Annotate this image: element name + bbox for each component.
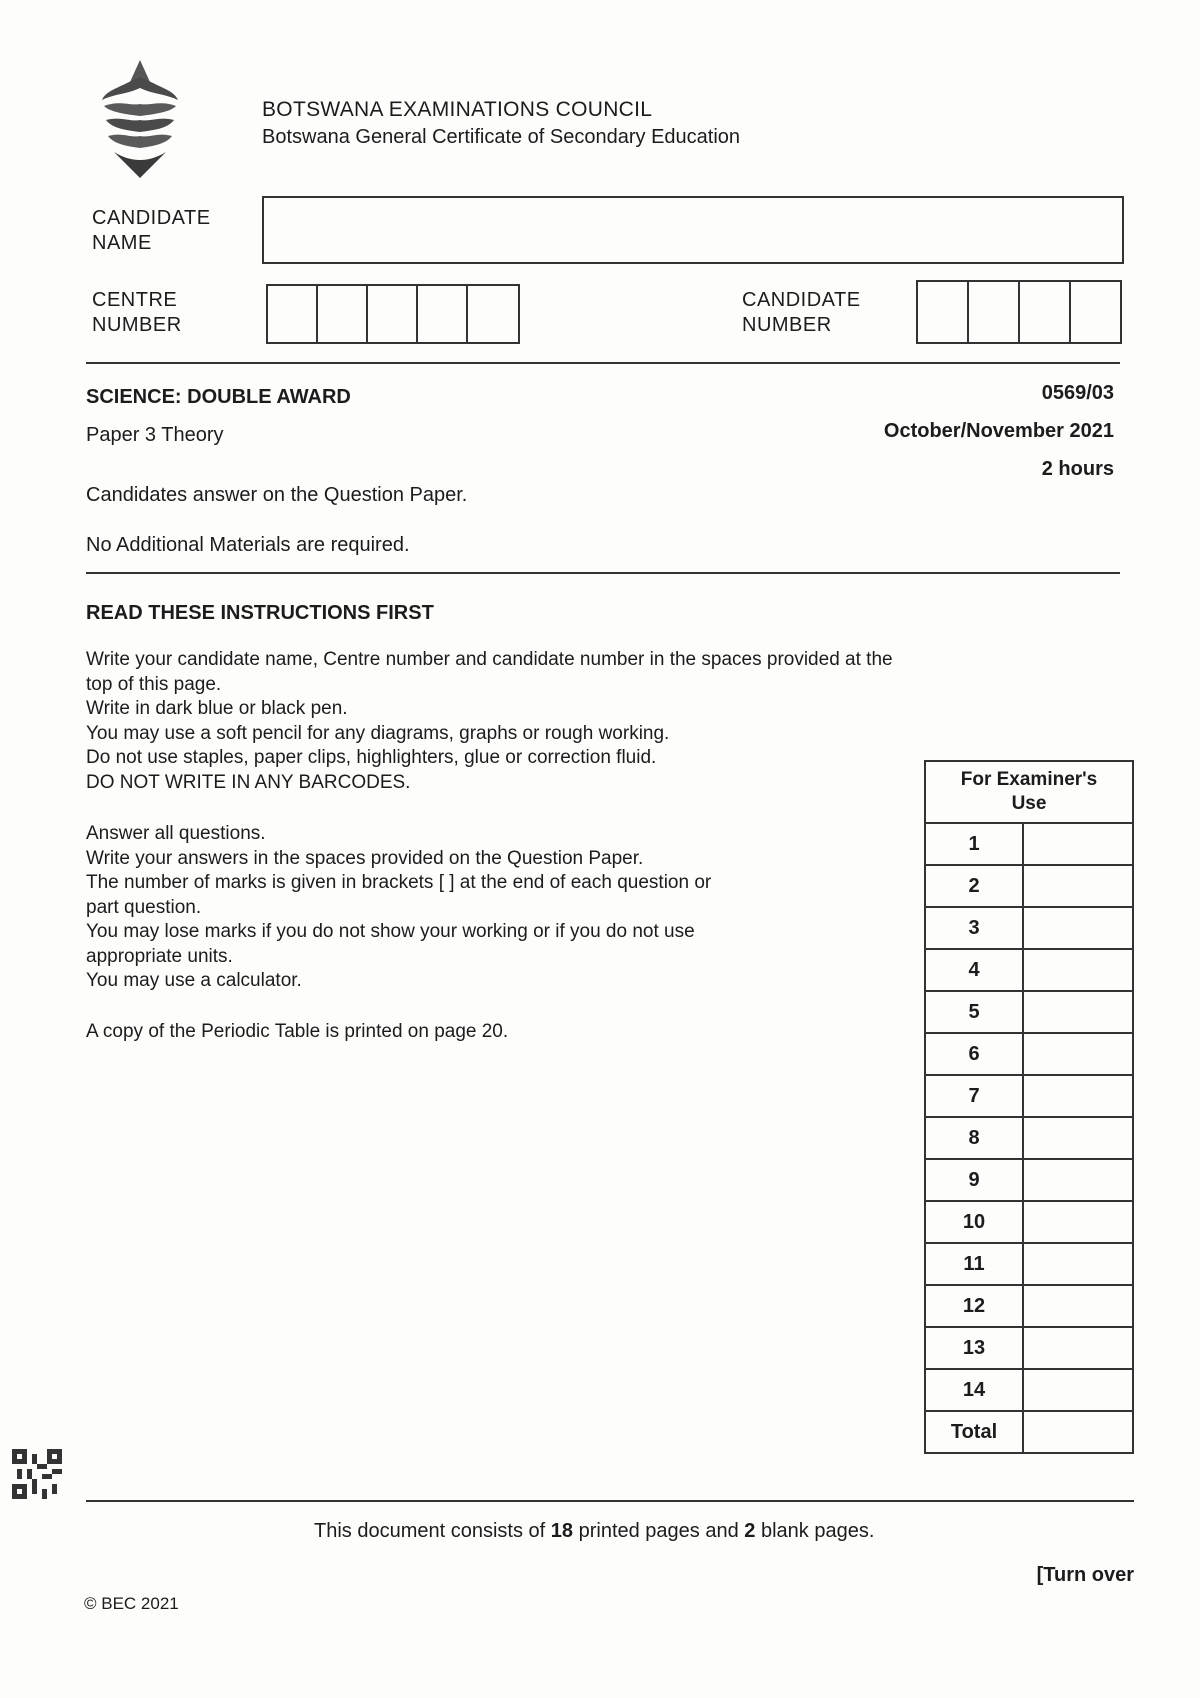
examiner-row xyxy=(925,1243,1133,1285)
instructions-heading: READ THESE INSTRUCTIONS FIRST xyxy=(86,602,434,624)
candidate-number-label-line2: NUMBER xyxy=(742,314,832,336)
bec-logo xyxy=(100,60,180,180)
question-number: 7 xyxy=(925,1075,1023,1117)
examiner-row xyxy=(925,991,1133,1033)
question-mark-cell[interactable] xyxy=(1023,1285,1133,1327)
materials-note: No Additional Materials are required. xyxy=(86,534,410,556)
question-mark-cell[interactable] xyxy=(1023,907,1133,949)
question-mark-cell[interactable] xyxy=(1023,1327,1133,1369)
centre-number-box[interactable] xyxy=(418,286,468,342)
examiner-row xyxy=(925,1327,1133,1369)
examiner-row xyxy=(925,1117,1133,1159)
candidate-name-label xyxy=(92,206,211,256)
question-number: 8 xyxy=(925,1117,1023,1159)
question-mark-cell[interactable] xyxy=(1023,865,1133,907)
centre-number-label-line2: NUMBER xyxy=(92,314,182,336)
divider xyxy=(86,572,1120,574)
instruction-line: appropriate units. xyxy=(86,945,233,967)
centre-number-boxes[interactable] xyxy=(266,284,520,344)
examiner-row xyxy=(925,823,1133,865)
candidate-number-label xyxy=(742,288,861,338)
examiner-row xyxy=(925,1033,1133,1075)
instruction-line: You may use a soft pencil for any diagrams, graphs or rough working. xyxy=(86,722,670,744)
candidate-number-boxes[interactable] xyxy=(916,280,1122,344)
instruction-line: Answer all questions. xyxy=(86,823,266,844)
council-name: BOTSWANA EXAMINATIONS COUNCIL xyxy=(262,98,653,121)
page-count-prefix: This document consists of xyxy=(314,1520,551,1542)
instruction-line: top of this page. xyxy=(86,673,222,695)
instruction-line: Write your answers in the spaces provided on the Question Paper. xyxy=(86,847,644,869)
centre-number-box[interactable] xyxy=(268,286,318,342)
question-mark-cell[interactable] xyxy=(1023,1201,1133,1243)
examiner-heading-line2: Use xyxy=(1011,793,1047,814)
centre-number-label-line1: CENTRE xyxy=(92,289,178,311)
instruction-line: DO NOT WRITE IN ANY BARCODES. xyxy=(86,771,411,793)
question-number: 2 xyxy=(925,865,1023,907)
question-mark-cell[interactable] xyxy=(1023,1159,1133,1201)
paper-code: 0569/03 xyxy=(1041,382,1114,404)
certificate-name: Botswana General Certificate of Secondary Education xyxy=(262,126,741,148)
question-number: 1 xyxy=(925,823,1023,865)
examiner-row xyxy=(925,1285,1133,1327)
candidate-name-field[interactable] xyxy=(262,196,1124,264)
examiner-row xyxy=(925,907,1133,949)
divider xyxy=(86,362,1120,364)
question-number: 10 xyxy=(925,1201,1023,1243)
printed-pages-count: 18 xyxy=(550,1520,574,1542)
question-mark-cell[interactable] xyxy=(1023,823,1133,865)
instruction-line: You may lose marks if you do not show your working or if you do not use xyxy=(86,921,695,942)
instructions-block-1 xyxy=(86,648,1006,795)
candidate-number-label-line1: CANDIDATE xyxy=(742,289,861,311)
candidate-number-box[interactable] xyxy=(918,282,969,342)
total-mark-cell[interactable] xyxy=(1023,1411,1133,1453)
question-number: 13 xyxy=(925,1327,1023,1369)
periodic-table-note: A copy of the Periodic Table is printed on page 20. xyxy=(86,1021,509,1042)
question-number: 9 xyxy=(925,1159,1023,1201)
candidate-number-box[interactable] xyxy=(1020,282,1071,342)
question-mark-cell[interactable] xyxy=(1023,1075,1133,1117)
exam-duration: 2 hours xyxy=(1041,458,1114,480)
copyright: © BEC 2021 xyxy=(84,1594,179,1613)
barcode-icon xyxy=(12,1448,62,1500)
question-number: 3 xyxy=(925,907,1023,949)
page-count-suffix: blank pages. xyxy=(755,1520,875,1542)
instruction-line: Do not use staples, paper clips, highlighters, glue or correction fluid. xyxy=(86,747,657,768)
examiner-row xyxy=(925,1075,1133,1117)
exam-session: October/November 2021 xyxy=(883,420,1114,442)
page-count-middle: printed pages and xyxy=(573,1520,745,1542)
candidate-number-box[interactable] xyxy=(969,282,1020,342)
question-mark-cell[interactable] xyxy=(1023,949,1133,991)
question-number: 4 xyxy=(925,949,1023,991)
question-mark-cell[interactable] xyxy=(1023,1117,1133,1159)
instructions-block-2 xyxy=(86,822,846,994)
instruction-line: The number of marks is given in brackets [ ] at the end of each question or xyxy=(86,872,712,893)
divider xyxy=(86,1500,1134,1502)
question-number: 6 xyxy=(925,1033,1023,1075)
question-number: 11 xyxy=(925,1243,1023,1285)
examiner-table-heading xyxy=(925,761,1133,823)
instruction-line: Write in dark blue or black pen. xyxy=(86,698,348,719)
total-label: Total xyxy=(925,1411,1023,1453)
examiner-use-table xyxy=(924,760,1134,1454)
question-mark-cell[interactable] xyxy=(1023,1243,1133,1285)
candidate-number-box[interactable] xyxy=(1071,282,1120,342)
examiner-row xyxy=(925,949,1133,991)
turn-over: [Turn over xyxy=(1036,1564,1134,1586)
centre-number-label xyxy=(92,288,182,338)
blank-pages-count: 2 xyxy=(744,1520,756,1542)
question-number: 14 xyxy=(925,1369,1023,1411)
candidate-name-label-line1: CANDIDATE xyxy=(92,207,211,229)
examiner-row xyxy=(925,1159,1133,1201)
question-number: 12 xyxy=(925,1285,1023,1327)
examiner-row xyxy=(925,865,1133,907)
question-number: 5 xyxy=(925,991,1023,1033)
examiner-row xyxy=(925,1201,1133,1243)
question-mark-cell[interactable] xyxy=(1023,1033,1133,1075)
paper-name: Paper 3 Theory xyxy=(86,424,224,446)
candidate-name-label-line2: NAME xyxy=(92,232,152,254)
centre-number-box[interactable] xyxy=(318,286,368,342)
page-count-note xyxy=(314,1520,874,1543)
examiner-heading-line1: For Examiner's xyxy=(960,769,1098,790)
instruction-line: You may use a calculator. xyxy=(86,970,302,991)
question-mark-cell[interactable] xyxy=(1023,991,1133,1033)
subject-title: SCIENCE: DOUBLE AWARD xyxy=(86,386,351,408)
instruction-line: Write your candidate name, Centre number and candidate number in the spaces provided at the xyxy=(86,649,893,670)
examiner-row xyxy=(925,1369,1133,1411)
answer-instruction: Candidates answer on the Question Paper. xyxy=(86,484,468,506)
centre-number-box[interactable] xyxy=(368,286,418,342)
question-mark-cell[interactable] xyxy=(1023,1369,1133,1411)
instruction-line: part question. xyxy=(86,896,202,918)
centre-number-box[interactable] xyxy=(468,286,516,342)
